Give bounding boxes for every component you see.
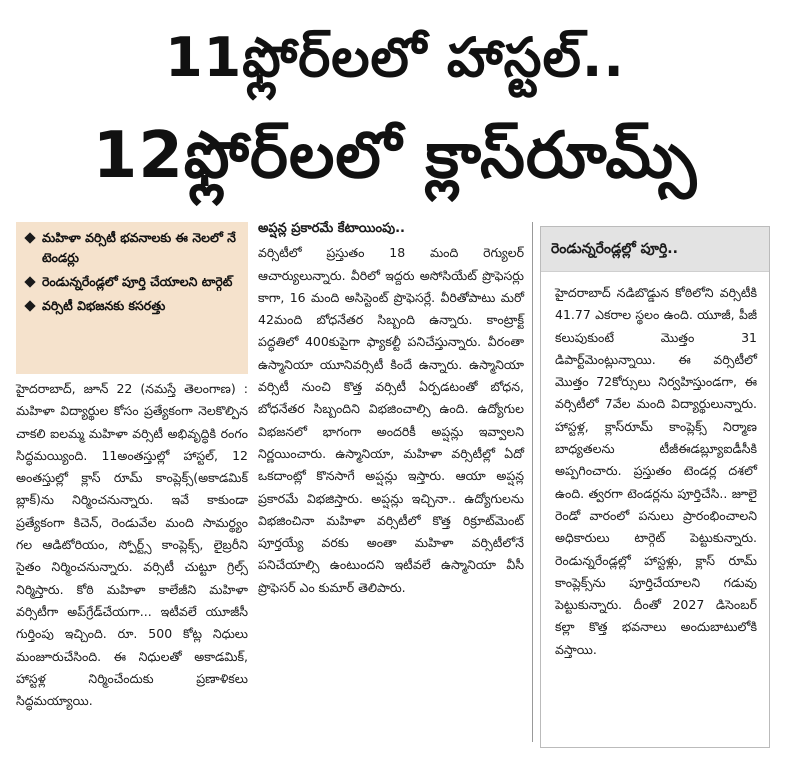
headline-line-2: 12ఫ్లోర్‌లలో క్లాస్‌రూమ్స్‌ [92, 119, 698, 193]
sidebar-title: రెండున్నరేండ్లల్లో పూర్తి.. [541, 227, 769, 272]
diamond-bullet-icon [24, 232, 35, 243]
sidebar-body-text: హైదరాబాద్‌ నడిబొడ్డున కోఠిలోని వర్సిటీకి 41.77 ఎకరాల స్థలం ఉంది. యూజీ, పీజీ కలుపుకుంటే మొత్తం 31 డిపార్ట్‌మెంట్లున్నాయి. ఈ వర్సిటీలో మొత్తం 72కోర్సులు నిర్వహిస్తుండగా, ఈ వర్సిటీలో 7వేల మంది విద్యార్థులున్నారు. హాస్టళ్ల, క్లాస్‌రూమ్‌ కాంప్లెక్స్‌ నిర్మాణ బాధ్యతలను టీజీఈడబ్ల్యూఐడీసీకి అప్పగించారు. ప్రస్తుతం టెండర్ల దశలో ఉంది. త్వరగా టెండర్లను పూర్తిచేసి.. జూలై రెండో వారంలో పనులు ప్రారంభించాలని అధికారులు టార్గెట్‌ పెట్టుకున్నారు. రెండున్నరేండ్లల్లో హాస్టళ్లు, క్లాస్‌ రూమ్‌ కాంప్లెక్స్‌ను పూర్తిచేయాలని గడువు పెట్టుకున్నారు. దీంతో 2027 డిసెంబర్‌ కల్లా కొత్త భవనాలు అందుబాటులోకి వస్తాయి. [555, 285, 757, 657]
diamond-bullet-icon [24, 276, 35, 287]
column-divider [532, 222, 533, 742]
article-body-text: హైదరాబాద్‌, జూన్‌ 22 (నమస్తే తెలంగాణ) : మహిళా విద్యార్థుల కోసం ప్రత్యేకంగా నెలకొల్పిన చాకలి ఐలమ్మ మహిళా వర్సిటీ అభివృద్ధికి రంగం సిద్ధమయ్యింది. 11అంతస్తుల్లో హాస్టల్‌, 12 అంతస్తుల్లో క్లాస్‌ రూమ్‌ కాంప్లెక్స్‌(అకాడమిక్‌ బ్లాక్‌)ను నిర్మించనున్నారు. ఇవే కాకుండా ప్రత్యేకంగా కిచెన్‌, రెండువేల మంది సామర్థ్యం గల ఆడిటోరియం, స్పోర్ట్స్‌ కాంప్లెక్స్‌, లైబ్రరీని సైతం నిర్మించనున్నారు. వర్సిటీ చుట్టూ గ్రిల్స్‌ నిర్మిస్తారు. కోఠి మహిళా కాలేజీని మహిళా వర్సిటీగా అప్‌గ్రేడ్‌చేయగా... ఇటీవలే యూజీసీ గుర్తింపు ఇచ్చింది. రూ. 500 కోట్ల నిధులు మంజూరుచేసింది. ఈ నిధులతో అకాడమిక్‌, హాస్టళ్ల నిర్మించేందుకు ప్రణాళికలు సిద్ధమయ్యాయి. [16, 381, 248, 709]
highlight-text: రెండున్నరేండ్లలో పూర్తి చేయాలని టార్గెట్‌ [42, 274, 233, 289]
sidebar-box [540, 226, 770, 748]
highlight-item [24, 272, 240, 292]
highlight-text: వర్సిటీ విభజనకు కసరత్తు [42, 298, 166, 313]
highlight-text: మహిళా వర్సిటీ భవనాలకు ఈ నెలలో నే టెండర్లు [42, 230, 236, 265]
highlights-box [16, 222, 248, 374]
article-column-2 [258, 218, 524, 599]
article-subheading: అప్షన్ల ప్రకారమే కేటాయింపు.. [258, 221, 405, 236]
highlight-item [24, 228, 240, 268]
article-column-1 [16, 378, 248, 712]
diamond-bullet-icon [24, 300, 35, 311]
article-body-text: వర్సిటీలో ప్రస్తుతం 18 మంది రెగ్యులర్‌ ఆచార్యులున్నారు. వీరిలో ఇద్దరు అసోసియేట్‌ ప్రొఫెసర్లు కాగా, 16 మంది అసిస్టెంట్‌ ప్రొఫెసర్లే. వీరితోపాటు మరో 42మంది బోధనేతర సిబ్బంది ఉన్నారు. కాంట్రాక్ట్‌ పద్ధతిలో 400కుపైగా ఫ్యాకల్టీ పనిచేస్తున్నారు. వీరంతా ఉస్మానియా యూనివర్సిటీ కిందే ఉన్నారు. ఉస్మానియా వర్సిటీ నుంచి కొత్త వర్సిటీ ఏర్పడటంతో బోధన, బోధనేతర సిబ్బందిని విభజించాల్సి ఉంది. ఉద్యోగుల విభజనలో భాగంగా అందరికీ అప్షన్లు ఇవ్వాలని నిర్ణయించారు. ఉస్మానియా, మహిళా వర్సిటీల్లో ఏదో ఒకదాంట్లో కొనసాగే అప్షన్లు ఇస్తారు. ఆయా అప్షన్ల ప్రకారమే విభజిస్తారు. అప్షన్లు ఇచ్చినా.. ఉద్యోగులను విభజించినా మహిళా వర్సిటీలో కొత్త రిక్రూట్‌మెంట్‌ పూర్తయ్యే వరకు అంతా మహిళా వర్సిటీలోనే పనిచేయాల్సి ఉంటుందని ఇటీవలే ఉస్మానియా వీసీ ప్రొఫెసర్‌ ఎం కుమార్‌ తెలిపారు. [258, 245, 524, 595]
highlight-item [24, 296, 240, 316]
headline-line-1: 11ఫ్లోర్‌లలో హాస్టల్‌.. [165, 26, 625, 89]
